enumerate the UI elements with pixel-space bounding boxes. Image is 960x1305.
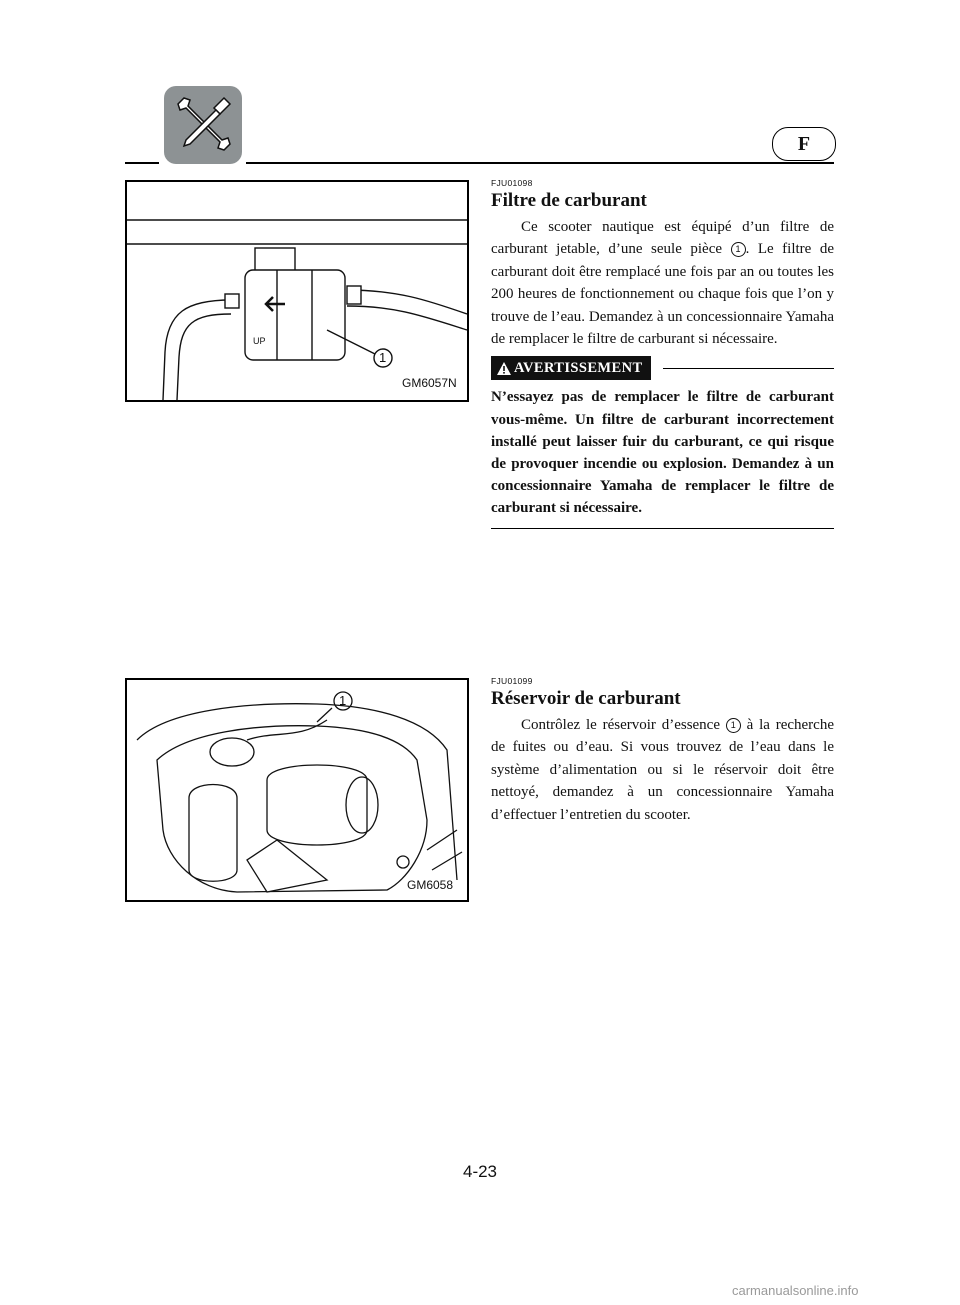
page-number: 4-23 xyxy=(462,1162,498,1181)
warning-rule xyxy=(663,368,834,370)
figure-1-callout: 1 xyxy=(379,350,387,365)
figure-fuel-filter xyxy=(125,180,469,402)
section-code: FJU01099 xyxy=(491,676,533,686)
fuel-tank-illustration xyxy=(127,680,467,900)
section-paragraph: Ce scooter nautique est équipé d’un filtre de carburant jetable, d’une seule pièce 1 . Le filtre de carburant doit être remplacé une fois par an ou toutes les 200 heures de fonctionnement ou chaque fois que l’on y trouve de l’eau. Demandez à un concessionnaire Yamaha de remplacer le filtre de carburant si nécessaire. xyxy=(491,219,834,348)
section-fuel-filter xyxy=(491,178,834,529)
warning-label: AVERTISSEMENT xyxy=(514,359,643,376)
section-code: FJU01098 xyxy=(491,178,533,188)
section-title: Filtre de carburant xyxy=(491,190,647,211)
figure-2-label: GM6058 xyxy=(407,878,454,892)
wrench-screwdriver-icon xyxy=(164,86,242,164)
callout-marker: 1 xyxy=(731,242,746,257)
warning-end-rule xyxy=(491,528,834,530)
figure-1-label: GM6057N xyxy=(402,376,457,390)
header-rule-right xyxy=(246,162,834,164)
figure-fuel-tank xyxy=(125,678,469,902)
maintenance-tile xyxy=(164,86,242,164)
callout-marker: 1 xyxy=(726,718,741,733)
section-paragraph: Contrôlez le réservoir d’essence 1 à la recherche de fuites ou d’eau. Si vous trouvez de l’eau dans le système d’alimentation ou si le réservoir doit être nettoyé, demandez à un concessionnaire Yamaha d’effectuer l’entretien du scooter. xyxy=(491,717,834,823)
section-fuel-tank xyxy=(491,676,834,826)
fuel-filter-illustration xyxy=(127,182,467,400)
warning-text: N’essayez pas de remplacer le filtre de carburant vous-même. Un filtre de carburant incorrectement installé peut laisser fuir du carburant, ce qui risque de provoquer incendie ou explosion. Demandez à un concessionnaire Yamaha de remplacer le filtre de carburant si nécessaire. xyxy=(491,389,834,517)
section-title: Réservoir de carburant xyxy=(491,688,681,709)
language-badge: F xyxy=(772,127,836,161)
footer-watermark: carmanualsonline.info xyxy=(732,1283,859,1298)
header-rule-left xyxy=(125,162,159,164)
figure-1-arrow-label: UP xyxy=(253,336,266,346)
figure-2-callout: 1 xyxy=(339,693,347,708)
warning-badge xyxy=(491,356,651,380)
warning-header xyxy=(491,356,834,380)
warning-triangle-icon xyxy=(497,362,511,375)
